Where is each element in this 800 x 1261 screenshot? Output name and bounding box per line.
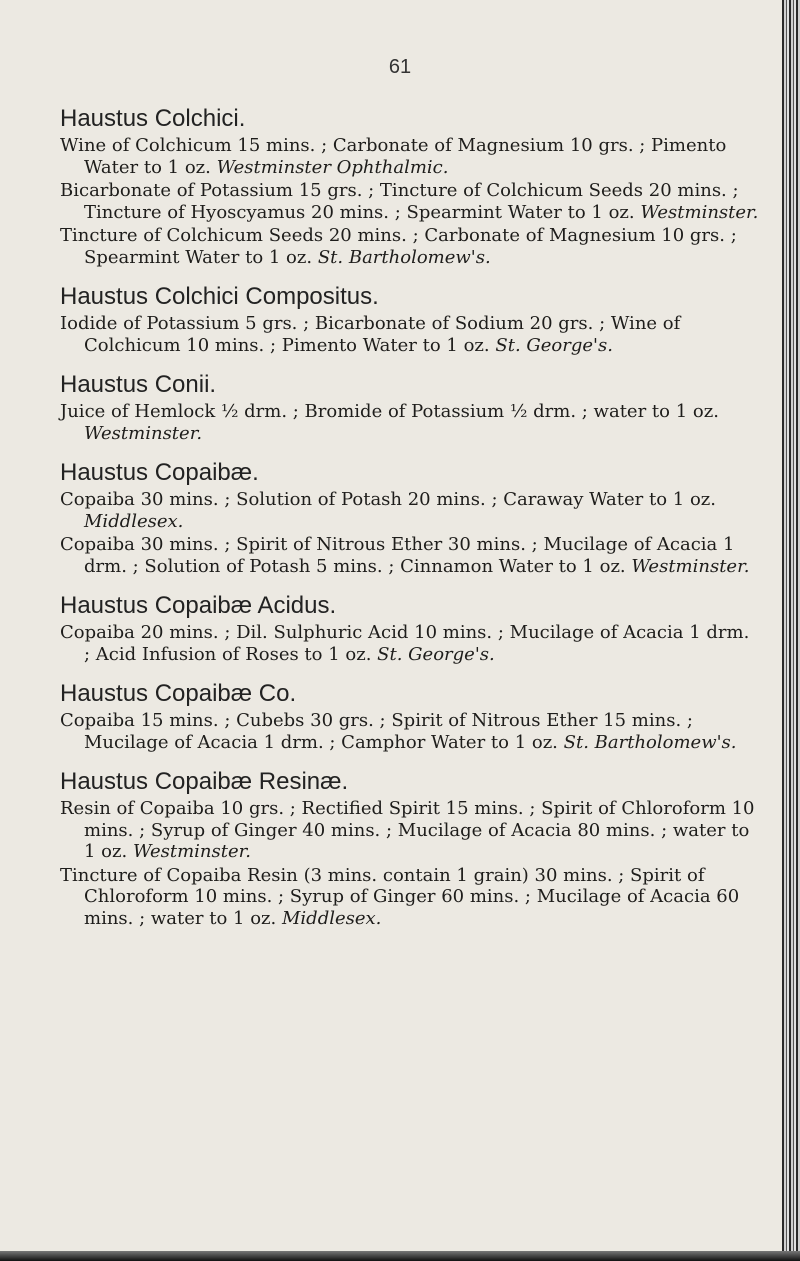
entry-title: Haustus Copaibæ. (60, 459, 259, 486)
entry-haustus-conii (60, 370, 760, 444)
entry-title: Haustus Colchici. (60, 105, 246, 132)
hospital-source: Middlesex. (281, 907, 382, 929)
recipe-text: Copaiba 30 mins. ; Solution of Potash 20 mins. ; Caraway Water to 1 oz. (60, 489, 716, 510)
recipe-text: Tincture of Colchicum Seeds 20 mins. ; Carbonate of Magnesium 10 grs. ; Spearmint Water to 1 oz. (60, 225, 737, 268)
recipe-paragraph (60, 710, 760, 753)
page-content (60, 104, 760, 943)
recipe-text: Copaiba 20 mins. ; Dil. Sulphuric Acid 10 mins. ; Mucilage of Acacia 1 drm. ; Acid Infusion of Roses to 1 oz. (60, 622, 750, 665)
recipe-paragraph (60, 489, 760, 532)
recipe-text: Resin of Copaiba 10 grs. ; Rectified Spirit 15 mins. ; Spirit of Chloroform 10 mins. ; Syrup of Ginger 40 mins. ; Mucilage of Acacia 80 mins. ; water to 1 oz. (60, 798, 755, 862)
recipe-paragraph (60, 225, 760, 268)
recipe-text: Bicarbonate of Potassium 15 grs. ; Tincture of Colchicum Seeds 20 mins. ; Tincture of Hyoscyamus 20 mins. ; Spearmint Water to 1 oz. (60, 180, 739, 223)
hospital-source: Westminster. (132, 841, 251, 862)
entry-title: Haustus Copaibæ Acidus. (60, 592, 337, 619)
recipe-text: Tincture of Copaiba Resin (3 mins. contain 1 grain) 30 mins. ; Spirit of Chloroform 10 mins. ; Syrup of Ginger 60 mins. ; Mucilage of Acacia 60 mins. ; water to 1 oz. (60, 864, 740, 929)
entry-title: Haustus Copaibæ Resinæ. (60, 768, 349, 795)
recipe-text: Iodide of Potassium 5 grs. ; Bicarbonate of Sodium 20 grs. ; Wine of Colchicum 10 mins. ; Pimento Water to 1 oz. (60, 313, 681, 356)
hospital-source: Westminster. (631, 555, 750, 577)
entry-haustus-copaibae-co (60, 679, 760, 753)
entry-haustus-colchici-compositus (60, 282, 760, 356)
entry-title: Haustus Conii. (60, 371, 217, 398)
recipe-paragraph (60, 135, 760, 178)
page-number: 61 (388, 56, 412, 78)
hospital-source: St. George's. (495, 334, 613, 356)
recipe-paragraph (60, 401, 760, 444)
hospital-source: Westminster. (640, 201, 759, 223)
book-spine-edge (782, 0, 800, 1261)
hospital-source: Westminster. (84, 422, 203, 444)
recipe-text: Wine of Colchicum 15 mins. ; Carbonate of Magnesium 10 grs. ; Pimento Water to 1 oz. (60, 135, 727, 178)
hospital-source: St. Bartholomew's. (317, 246, 491, 268)
entry-haustus-copaibae-acidus (60, 591, 760, 665)
hospital-source: Middlesex. (84, 510, 184, 532)
hospital-source: Westminster Ophthalmic. (216, 156, 449, 178)
recipe-paragraph (60, 313, 760, 356)
recipe-paragraph (60, 534, 760, 577)
recipe-paragraph (60, 798, 760, 863)
entry-haustus-copaibae (60, 458, 760, 577)
recipe-paragraph (60, 865, 760, 930)
hospital-source: St. George's. (377, 643, 495, 665)
entry-title: Haustus Copaibæ Co. (60, 680, 297, 707)
page-bottom-edge (0, 1251, 800, 1261)
entry-haustus-colchici (60, 104, 760, 268)
entry-haustus-copaibae-resinae (60, 767, 760, 929)
recipe-text: Copaiba 30 mins. ; Spirit of Nitrous Ether 30 mins. ; Mucilage of Acacia 1 drm. ; Solution of Potash 5 mins. ; Cinnamon Water to 1 oz. (60, 534, 735, 577)
recipe-text: Copaiba 15 mins. ; Cubebs 30 grs. ; Spirit of Nitrous Ether 15 mins. ; Mucilage of Acacia 1 drm. ; Camphor Water to 1 oz. (60, 710, 693, 753)
hospital-source: St. Bartholomew's. (563, 731, 737, 753)
recipe-paragraph (60, 180, 760, 223)
recipe-paragraph (60, 622, 760, 665)
entry-title: Haustus Colchici Compositus. (60, 283, 379, 310)
recipe-text: Juice of Hemlock ½ drm. ; Bromide of Potassium ½ drm. ; water to 1 oz. (60, 401, 719, 422)
